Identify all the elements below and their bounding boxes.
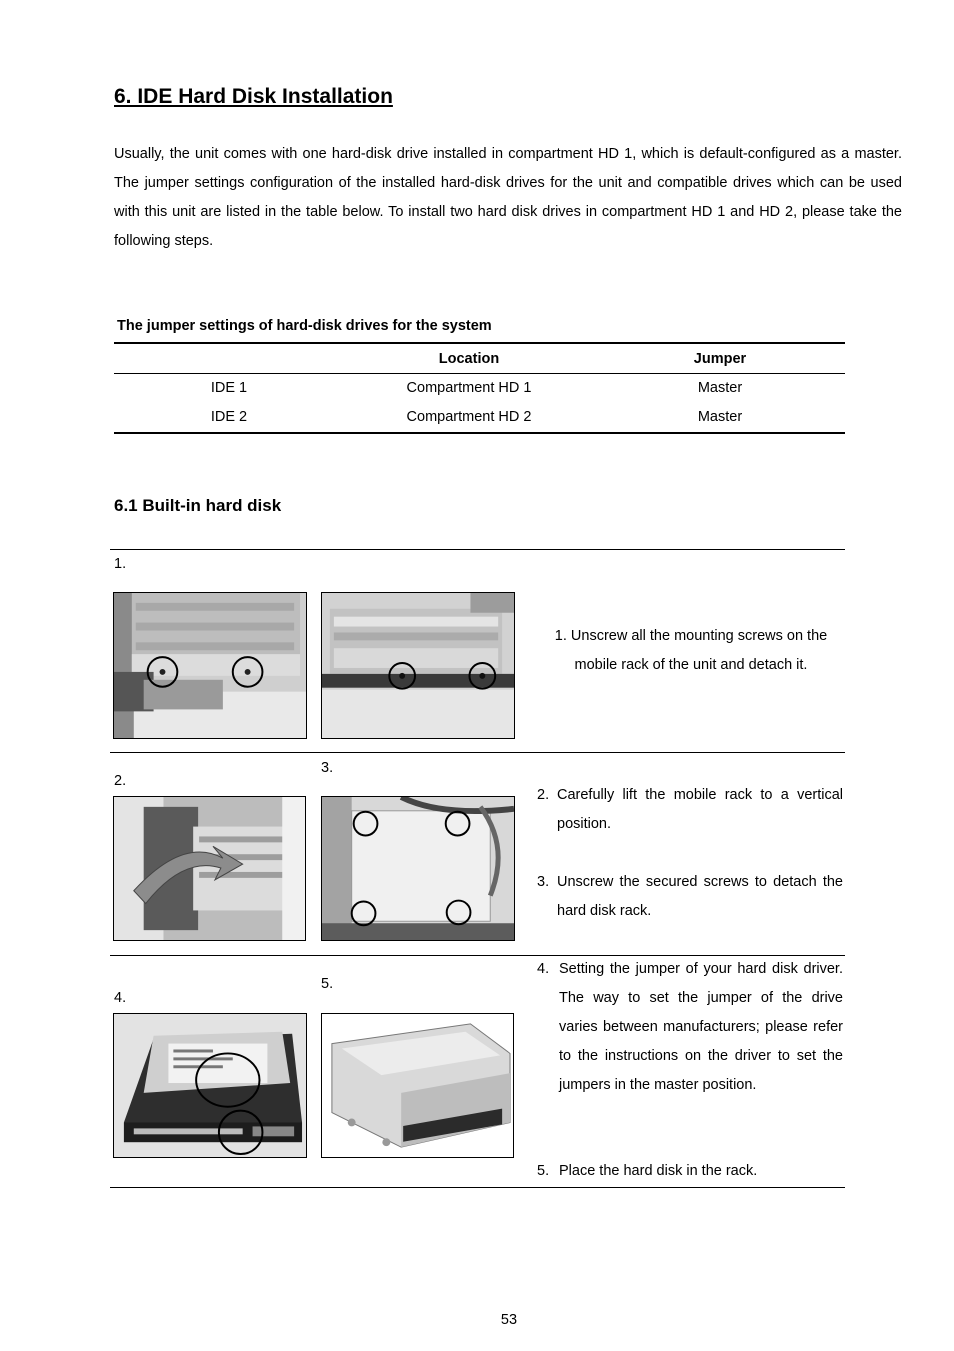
instruction-number: 2. (537, 787, 550, 803)
step-label-1: 1. (114, 556, 127, 572)
table-cell: Master (697, 380, 743, 396)
instruction-step-2 (537, 781, 843, 839)
instruction-text: Place the hard disk in the rack. (559, 1163, 758, 1179)
photo-rack-screws-left (113, 592, 307, 739)
photo-lift-rack (113, 796, 306, 941)
table-cell: IDE 2 (210, 409, 248, 425)
table-cell: Compartment HD 2 (406, 409, 532, 425)
table-cell: IDE 1 (210, 380, 248, 396)
instruction-step-5 (537, 1157, 843, 1186)
page-title: 6. IDE Hard Disk Installation (114, 85, 393, 108)
instruction-step-1: 1. Unscrew all the mounting screws on the mobile rack of the unit and detach it. (554, 628, 828, 673)
page-number: 53 (500, 1312, 518, 1328)
instruction-number: 4. (537, 961, 550, 977)
step-divider (110, 1187, 845, 1188)
step-divider (110, 549, 845, 550)
table-cell: Master (697, 409, 743, 425)
instruction-step-4 (537, 955, 843, 1100)
instruction-number: 3. (537, 874, 550, 890)
step-label-4: 4. (114, 990, 127, 1006)
step-label-5: 5. (321, 976, 334, 992)
table-caption: The jumper settings of hard-disk drives for the system (117, 318, 492, 334)
table-top-rule (114, 342, 845, 344)
table-header-jumper: Jumper (693, 351, 747, 367)
table-bottom-rule (114, 432, 845, 434)
instruction-step-3 (537, 868, 843, 926)
instruction-text: Setting the jumper of your hard disk driver. The way to set the jumper of the drive varies between manufacturers; please refer to the instructions on the driver to set the jumpers in the master position. (559, 961, 843, 1093)
instruction-text: Carefully lift the mobile rack to a vertical position. (557, 787, 843, 832)
section-title: 6.1 Built-in hard disk (114, 496, 282, 515)
table-header-rule (114, 373, 845, 374)
step-label-2: 2. (114, 773, 127, 789)
instruction-text: Unscrew the secured screws to detach the hard disk rack. (557, 874, 843, 919)
instruction-number: 5. (537, 1163, 550, 1179)
intro-paragraph: Usually, the unit comes with one hard-disk drive installed in compartment HD 1, which is default-configured as a master. The jumper settings configuration of the installed hard-disk drives for the unit and compatible drives which can be used with this unit are listed in the table below. To install two hard disk drives in compartment HD 1 and HD 2, please take the following steps. (114, 146, 902, 249)
table-cell: Compartment HD 1 (406, 380, 532, 396)
photo-rack-screws-right (321, 592, 515, 739)
photo-disk-in-rack (321, 1013, 514, 1158)
step-label-3: 3. (321, 760, 334, 776)
photo-hard-disk-jumper (113, 1013, 307, 1158)
step-divider (110, 752, 845, 753)
photo-rack-secured-screws (321, 796, 515, 941)
table-header-location: Location (438, 351, 500, 367)
